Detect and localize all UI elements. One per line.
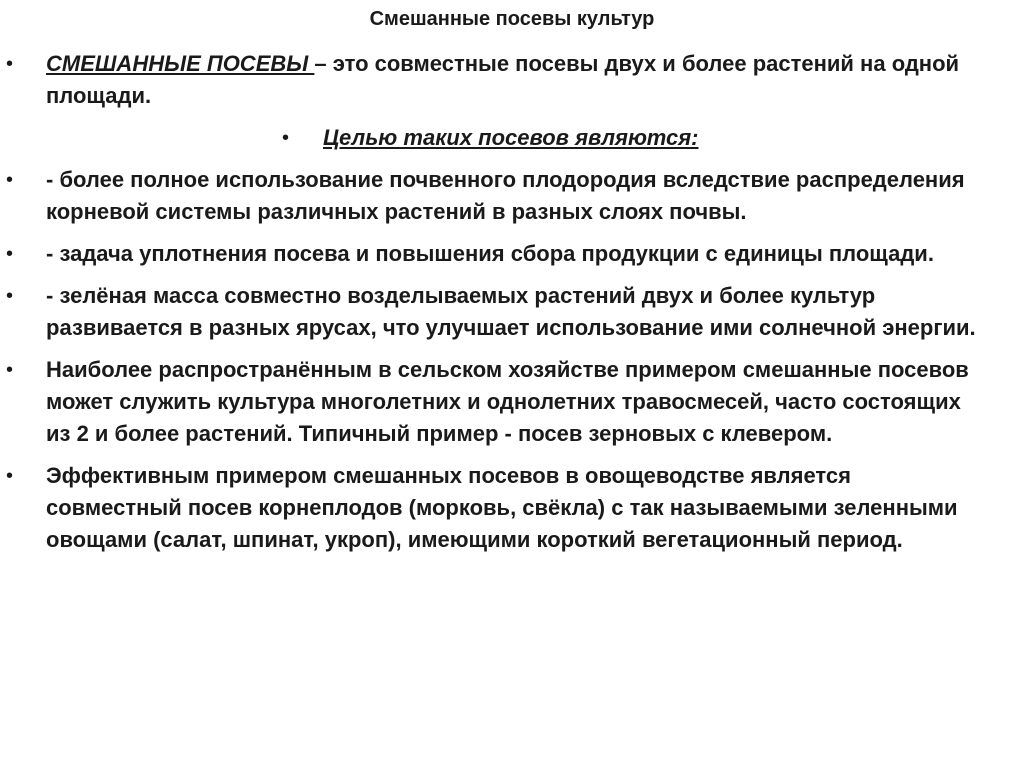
bullet-list <box>0 48 1024 566</box>
bullet-icon: • <box>6 169 14 191</box>
goals-heading: Целью таких посевов являются: <box>323 125 699 150</box>
bullet-icon: • <box>282 127 290 149</box>
bullet-icon: • <box>6 465 14 487</box>
goal-text: - зелёная масса совместно возделываемых растений двух и более культур развивается в разных ярусах, что улучшает использование ими солнечной энергии. <box>46 283 976 340</box>
example-text: Наиболее распространённым в сельском хозяйстве примером смешанные посевов может служить культура многолетних и однолетних травосмесей, часто состоящих из 2 и более растений. Типичный пример - посев зерновых с клевером. <box>46 357 969 446</box>
bullet-icon: • <box>6 359 14 381</box>
goal-text: - задача уплотнения посева и повышения сбора продукции с единицы площади. <box>46 241 934 266</box>
definition-term: СМЕШАННЫЕ ПОСЕВЫ <box>46 51 315 76</box>
goal-item <box>0 280 1024 344</box>
bullet-icon: • <box>6 53 14 75</box>
example-item <box>0 460 1024 556</box>
example-item <box>0 354 1024 450</box>
definition-rest: – это совместные посевы двух и более растений на одной площади. <box>46 51 960 108</box>
goals-heading-item <box>0 122 1024 154</box>
goal-item <box>0 164 1024 228</box>
bullet-icon: • <box>6 285 14 307</box>
definition-item <box>0 48 1024 112</box>
example-text: Эффективным примером смешанных посевов в овощеводстве является совместный посев корнеплодов (морковь, свёкла) с так называемыми зеленными овощами (салат, шпинат, укроп), имеющими короткий вегетационный период. <box>46 463 958 552</box>
definition-text <box>46 48 986 112</box>
goal-item <box>0 238 1024 270</box>
slide-title: Смешанные посевы культур <box>369 8 655 30</box>
bullet-icon: • <box>6 243 14 265</box>
goal-text: - более полное использование почвенного плодородия вследствие распределения корневой системы различных растений в разных слоях почвы. <box>46 167 965 224</box>
